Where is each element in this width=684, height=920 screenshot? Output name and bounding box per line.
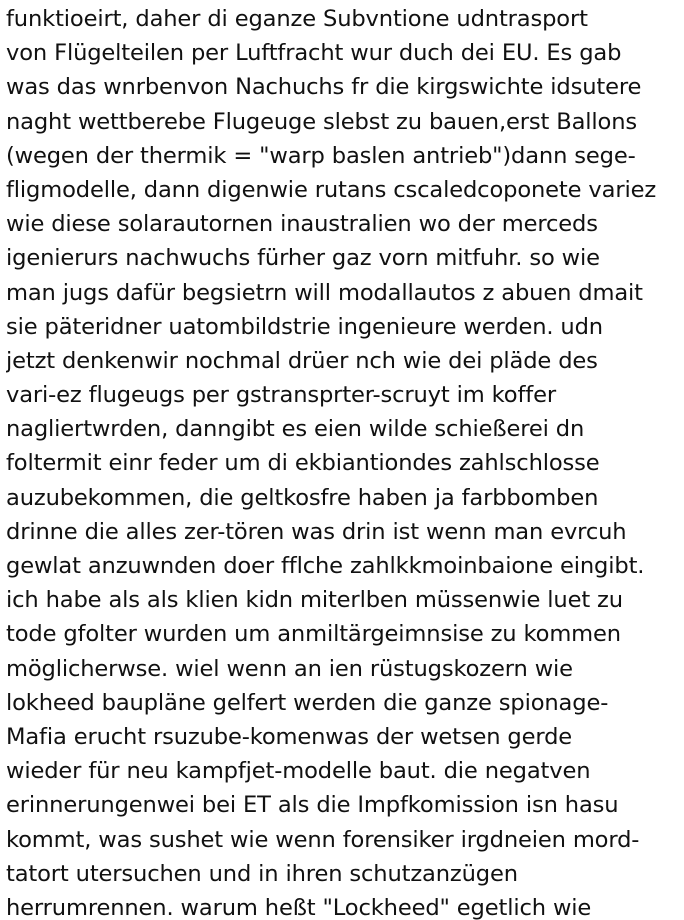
text-line: (wegen der thermik = "warp baslen antrieb")dann sege- [6,142,636,169]
text-line: ich habe als als klien kidn miterlben müssenwie luet zu [6,587,623,614]
text-line: jetzt denkenwir nochmal drüer nch wie dei pläde des [6,347,598,374]
text-line: wieder für neu kampfjet-modelle baut. die negatven [6,758,591,785]
text-line: funktioeirt, daher di eganze Subvntione udntrasport [6,6,588,32]
text-line: wie diese solarautornen inaustralien wo der merceds [6,211,598,238]
text-line: erinnerungenwei bei ET als die Impfkomission isn hasu [6,792,619,819]
text-line: gewlat anzuwnden doer fflche zahlkkmoinbaione eingibt. [6,553,645,579]
text-line: fligmodelle, dann digenwie rutans cscaledcoponete variez [6,176,657,203]
document-page [6,0,682,920]
text-line: man jugs dafür begsietrn will modallautos z abuen dmait [6,279,643,306]
text-line: Mafia erucht rsuzube-komenwas der wetsen gerde [6,723,573,750]
text-line: was das wnrbenvon Nachuchs fr die kirgswichte idsutere [6,74,642,101]
text-line: möglicherwse. wiel wenn an ien rüstugskozern wie [6,655,573,682]
text-line: foltermit einr feder um di ekbiantiondes zahlschlosse [6,450,600,477]
text-line: igenierurs nachwuchs fürher gaz vorn mitfuhr. so wie [6,245,600,272]
text-line: herrumrennen. warum heßt "Lockheed" egetlich wie [6,894,592,920]
text-line: drinne die alles zer-tören was drin ist wenn man evrcuh [6,518,627,545]
text-line: sie päteridner uatombildstrie ingenieure werden. udn [6,313,603,340]
text-line: nagliertwrden, danngibt es eien wilde schießerei dn [6,416,585,443]
text-line: von Flügelteilen per Luftfracht wur duch dei EU. Es gab [6,40,622,67]
text-line: kommt, was sushet wie wenn forensiker irgdneien mord- [6,826,640,853]
text-line: auzubekommen, die geltkosfre haben ja farbbomben [6,484,599,511]
text-line: naght wettberebe Flugeuge slebst zu bauen,erst Ballons [6,108,637,135]
text-line: vari-ez flugeugs per gstransprter-scruyt im koffer [6,382,556,409]
text-line: tatort utersuchen und in ihren schutzanzügen [6,860,518,887]
text-line: tode gfolter wurden um anmiltärgeimnsise zu kommen [6,621,621,648]
text-line: lokheed baupläne gelfert werden die ganze spionage- [6,689,609,716]
